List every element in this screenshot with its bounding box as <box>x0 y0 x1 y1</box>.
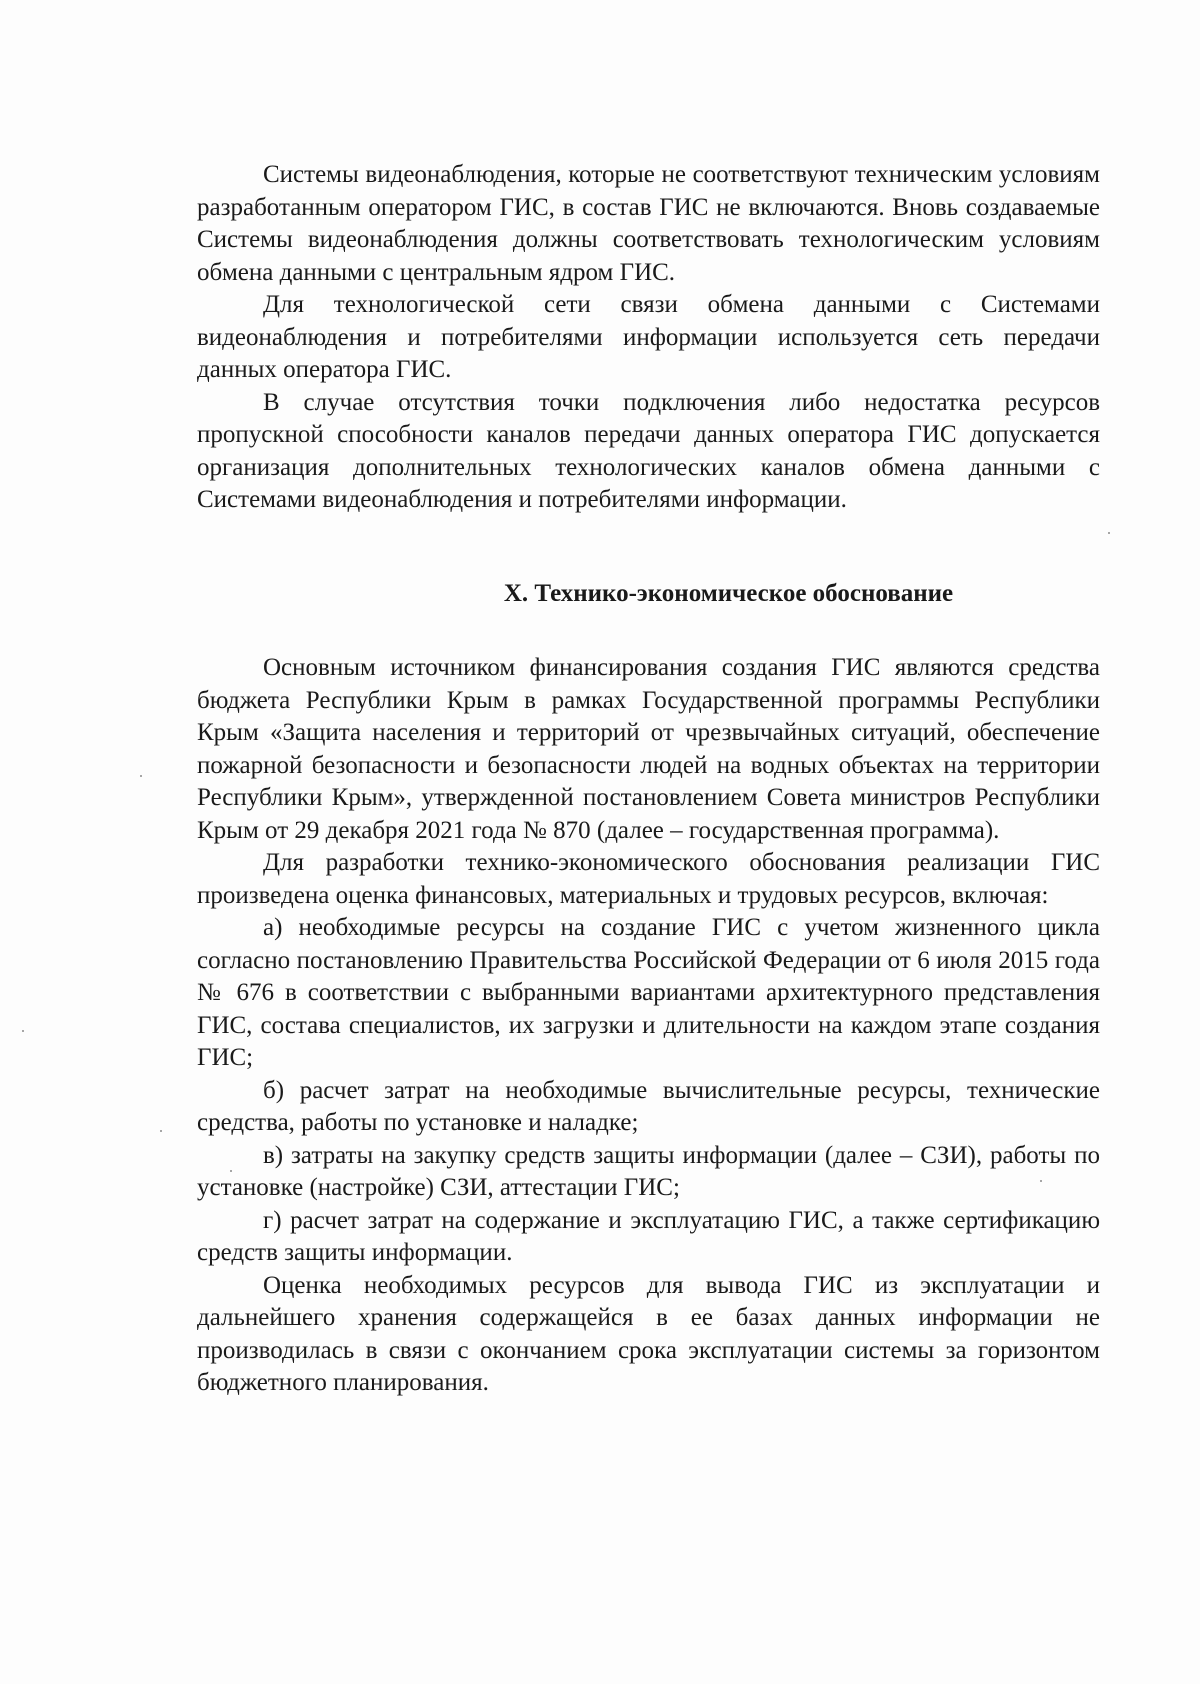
scan-speck <box>1040 1180 1042 1182</box>
paragraph-network: Для технологической сети связи обмена данными с Системами видеонаблюдения и потребителями информации используется сеть передачи данных оператора ГИС. <box>197 291 1100 383</box>
scan-speck <box>230 1170 232 1172</box>
paragraph-financing-source: Основным источником финансирования создания ГИС являются средства бюджета Республики Крым в рамках Государственной программы Республики Крым «Защита населения и территорий от чрезвычайных ситуаций, обеспечение пожарной безопасности и безопасности людей на водных объектах на территории Республики Крым», утвержденной постановлением Совета министров Республики Крым от 29 декабря 2021 года № 870 (далее – государственная программа). <box>197 654 1100 844</box>
paragraph-extra-channels: В случае отсутствия точки подключения либо недостатка ресурсов пропускной способности каналов передачи данных оператора ГИС допускается организация дополнительных технологических каналов обмена данными с Системами видеонаблюдения и потребителями информации. <box>197 388 1100 513</box>
scan-speck <box>1108 532 1110 534</box>
top-text-block <box>197 159 1100 517</box>
list-item-a: а) необходимые ресурсы на создание ГИС с учетом жизненного цикла согласно постановлению Правительства Российской Федерации от 6 июля 2015 года № 676 в соответствии с выбранными вариантами архитектурного представления ГИС, состава специалистов, их загрузки и длительности на каждом этапе создания ГИС; <box>197 914 1100 1071</box>
list-item-b: б) расчет затрат на необходимые вычислительные ресурсы, технические средства, работы по установке и наладке; <box>197 1076 1100 1136</box>
scan-speck <box>160 1130 162 1132</box>
paragraph-assessment-intro: Для разработки технико-экономического обоснования реализации ГИС произведена оценка финансовых, материальных и трудовых ресурсов, включая: <box>197 849 1100 909</box>
scan-speck <box>22 1030 24 1032</box>
section-heading: X. Технико-экономическое обоснование <box>503 580 954 607</box>
bottom-text-block <box>197 652 1100 1400</box>
scan-speck <box>140 775 142 777</box>
paragraph-decommission: Оценка необходимых ресурсов для вывода ГИС из эксплуатации и дальнейшего хранения содержащейся в ее базах данных информации не производилась в связи с окончанием срока эксплуатации системы за горизонтом бюджетного планирования. <box>197 1271 1100 1396</box>
list-item-v: в) затраты на закупку средств защиты информации (далее – СЗИ), работы по установке (настройке) СЗИ, аттестации ГИС; <box>197 1141 1100 1201</box>
heading-block <box>197 578 1100 611</box>
list-item-g: г) расчет затрат на содержание и эксплуатацию ГИС, а также сертификацию средств защиты информации. <box>197 1206 1100 1266</box>
paragraph-video-systems: Системы видеонаблюдения, которые не соответствуют техническим условиям разработанным оператором ГИС, в состав ГИС не включаются. Вновь создаваемые Системы видеонаблюдения должны соответствовать технологическим условиям обмена данными с центральным ядром ГИС. <box>197 161 1100 286</box>
